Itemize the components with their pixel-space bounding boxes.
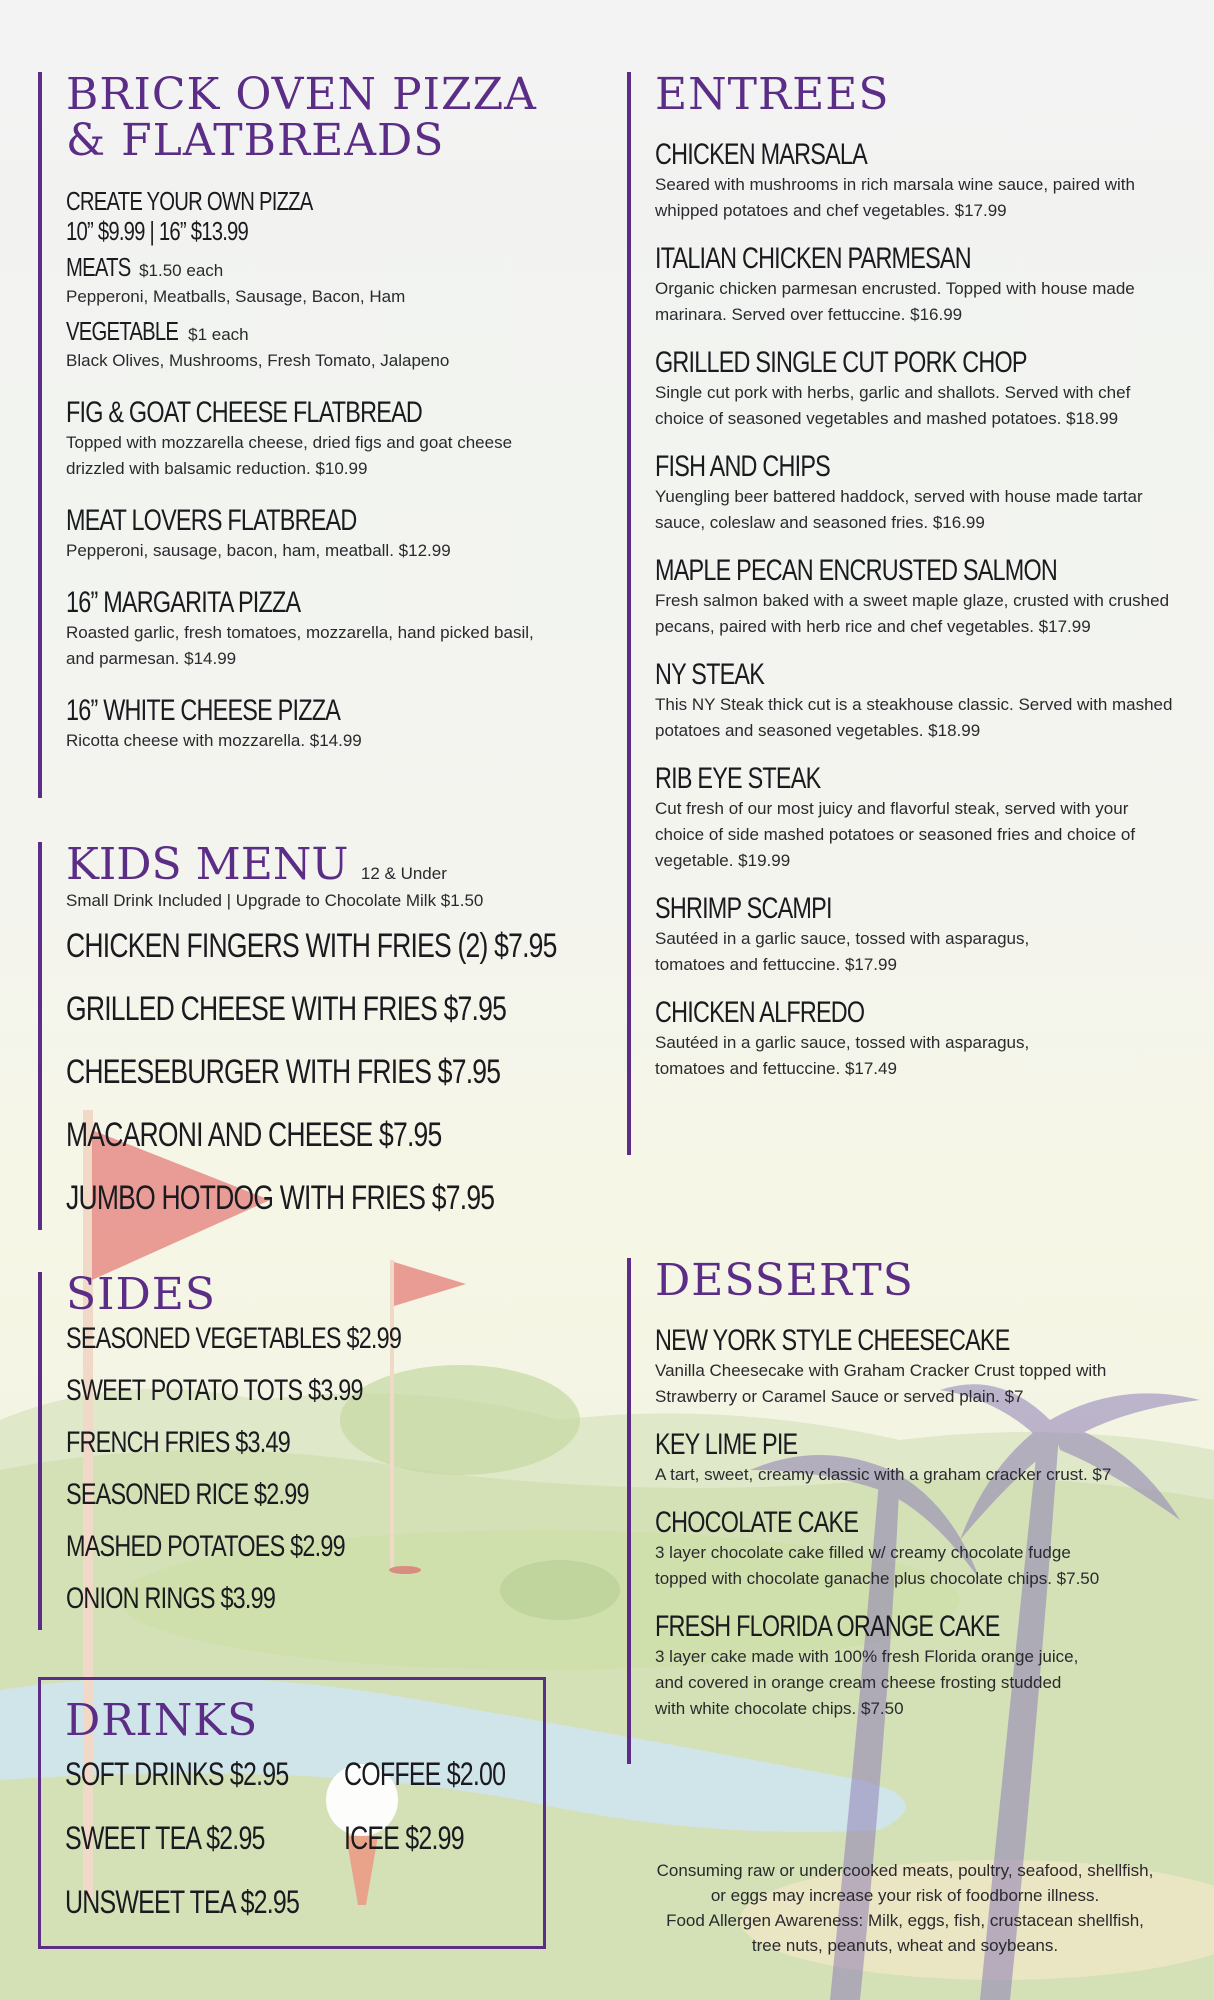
side-item: FRENCH FRIES $3.49 xyxy=(66,1426,290,1459)
drink-item: ICEE $2.99 xyxy=(344,1820,464,1856)
entree-name: CHICKEN ALFREDO xyxy=(655,996,865,1029)
entree-item xyxy=(655,138,1187,224)
pizza-item-desc: Topped with mozzarella cheese, dried figs and goat cheese drizzled with balsamic reduction. $10.99 xyxy=(66,433,513,478)
entree-desc: Single cut pork with herbs, garlic and shallots. Served with chef choice of seasoned vegetables and mashed potatoes. $18.99 xyxy=(655,383,1131,428)
pizza-item-name: FIG & GOAT CHEESE FLATBREAD xyxy=(66,396,423,429)
vegetable-list: Black Olives, Mushrooms, Fresh Tomato, Jalapeno xyxy=(66,351,450,370)
pizza-item-name: MEAT LOVERS FLATBREAD xyxy=(66,504,357,537)
entrees-section xyxy=(627,69,1187,1155)
entree-name: ITALIAN CHICKEN PARMESAN xyxy=(655,242,971,275)
drink-item: SWEET TEA $2.95 xyxy=(65,1820,265,1856)
drinks-title: DRINKS xyxy=(65,1695,259,1746)
pizza-item xyxy=(66,504,578,564)
kids-age-note: 12 & Under xyxy=(360,864,447,883)
food-safety-disclaimer xyxy=(635,1858,1175,1958)
entree-item xyxy=(655,658,1187,744)
drink-item: COFFEE $2.00 xyxy=(344,1756,506,1792)
dessert-desc: 3 layer chocolate cake filled w/ creamy chocolate fudge topped with chocolate ganache plus chocolate chips. $7.50 xyxy=(655,1543,1100,1588)
entree-name: SHRIMP SCAMPI xyxy=(655,892,832,925)
entree-desc: This NY Steak thick cut is a steakhouse classic. Served with mashed potatoes and seasoned vegetables. $18.99 xyxy=(655,695,1173,740)
sides-section xyxy=(38,1269,578,1630)
vegetable-price: $1 each xyxy=(188,325,249,344)
kids-item: CHEESEBURGER WITH FRIES $7.95 xyxy=(66,1053,501,1091)
pizza-item xyxy=(66,396,578,482)
side-item: SEASONED VEGETABLES $2.99 xyxy=(66,1322,402,1355)
dessert-name: KEY LIME PIE xyxy=(655,1428,798,1461)
disclaimer-line: Consuming raw or undercooked meats, poultry, seafood, shellfish, xyxy=(656,1861,1154,1880)
entree-desc: Fresh salmon baked with a sweet maple glaze, crusted with crushed pecans, paired with herb rice and chef vegetables. $17.99 xyxy=(655,591,1170,636)
side-item: SEASONED RICE $2.99 xyxy=(66,1478,309,1511)
dessert-item xyxy=(655,1324,1187,1410)
entree-name: GRILLED SINGLE CUT PORK CHOP xyxy=(655,346,1027,379)
entree-item xyxy=(655,450,1187,536)
pizza-item-desc: Pepperoni, sausage, bacon, ham, meatball. $12.99 xyxy=(66,541,451,560)
meats-price: $1.50 each xyxy=(139,261,224,280)
pizza-item-name: 16” MARGARITA PIZZA xyxy=(66,586,301,619)
vegetable-label: VEGETABLE xyxy=(66,316,179,346)
entree-item xyxy=(655,996,1187,1082)
kids-drink-note: Small Drink Included | Upgrade to Chocolate Milk $1.50 xyxy=(66,891,484,910)
entree-item xyxy=(655,346,1187,432)
side-item: MASHED POTATOES $2.99 xyxy=(66,1530,345,1563)
entree-desc: Sautéed in a garlic sauce, tossed with asparagus, tomatoes and fettuccine. $17.49 xyxy=(655,1033,1030,1078)
entree-item xyxy=(655,892,1187,978)
entree-name: CHICKEN MARSALA xyxy=(655,138,867,171)
pizza-title xyxy=(66,69,578,166)
pizza-section xyxy=(38,69,578,798)
dessert-desc: A tart, sweet, creamy classic with a graham cracker crust. $7 xyxy=(655,1465,1112,1484)
dessert-name: CHOCOLATE CAKE xyxy=(655,1506,859,1539)
entrees-title: ENTREES xyxy=(655,69,890,120)
drink-item: UNSWEET TEA $2.95 xyxy=(65,1884,300,1920)
entree-name: MAPLE PECAN ENCRUSTED SALMON xyxy=(655,554,1058,587)
entree-item xyxy=(655,762,1187,874)
allergen-line: tree nuts, peanuts, wheat and soybeans. xyxy=(751,1936,1059,1955)
entree-name: FISH AND CHIPS xyxy=(655,450,831,483)
entree-item xyxy=(655,554,1187,640)
pizza-item xyxy=(66,694,578,754)
kids-item: CHICKEN FINGERS WITH FRIES (2) $7.95 xyxy=(66,927,557,965)
side-item: SWEET POTATO TOTS $3.99 xyxy=(66,1374,363,1407)
dessert-desc: Vanilla Cheesecake with Graham Cracker Crust topped with Strawberry or Caramel Sauce or served plain. $7 xyxy=(655,1361,1107,1406)
side-item: ONION RINGS $3.99 xyxy=(66,1582,276,1615)
entree-name: NY STEAK xyxy=(655,658,765,691)
dessert-name: NEW YORK STYLE CHEESECAKE xyxy=(655,1324,1010,1357)
dessert-item xyxy=(655,1428,1187,1488)
pizza-title-line1: BRICK OVEN PIZZA xyxy=(66,69,537,120)
dessert-name: FRESH FLORIDA ORANGE CAKE xyxy=(655,1610,1000,1643)
pizza-item-name: 16” WHITE CHEESE PIZZA xyxy=(66,694,341,727)
sides-title: SIDES xyxy=(66,1269,217,1320)
desserts-section xyxy=(627,1255,1187,1764)
pizza-item xyxy=(66,586,578,672)
create-pizza-price: 10” $9.99 | 16” $13.99 xyxy=(66,216,249,246)
entree-name: RIB EYE STEAK xyxy=(655,762,821,795)
meats-list: Pepperoni, Meatballs, Sausage, Bacon, Ham xyxy=(66,287,406,306)
desserts-title: DESSERTS xyxy=(655,1255,914,1306)
entree-desc: Cut fresh of our most juicy and flavorful steak, served with your choice of side mashed potatoes or seasoned fries and choice of vegetable. $19.99 xyxy=(655,799,1136,870)
disclaimer-line: or eggs may increase your risk of foodborne illness. xyxy=(710,1886,1100,1905)
entree-desc: Organic chicken parmesan encrusted. Topped with house made marinara. Served over fettuccine. $16.99 xyxy=(655,279,1135,324)
allergen-line: Food Allergen Awareness: Milk, eggs, fish, crustacean shellfish, xyxy=(666,1911,1144,1930)
entree-desc: Yuengling beer battered haddock, served with house made tartar sauce, coleslaw and seasoned fries. $16.99 xyxy=(655,487,1143,532)
kids-item: JUMBO HOTDOG WITH FRIES $7.95 xyxy=(66,1179,495,1217)
drink-item: SOFT DRINKS $2.95 xyxy=(65,1756,289,1792)
kids-menu-section xyxy=(38,839,578,1230)
dessert-item xyxy=(655,1506,1187,1592)
kids-menu-title: KIDS MENU xyxy=(66,839,349,890)
create-pizza-title: CREATE YOUR OWN PIZZA xyxy=(66,186,313,216)
entree-item xyxy=(655,242,1187,328)
pizza-title-line2: & FLATBREADS xyxy=(66,115,445,166)
dessert-item xyxy=(655,1610,1187,1722)
kids-item: GRILLED CHEESE WITH FRIES $7.95 xyxy=(66,990,507,1028)
pizza-item-desc: Roasted garlic, fresh tomatoes, mozzarella, hand picked basil, and parmesan. $14.99 xyxy=(66,623,534,668)
drinks-section xyxy=(38,1677,546,1949)
entree-desc: Sautéed in a garlic sauce, tossed with asparagus, tomatoes and fettuccine. $17.99 xyxy=(655,929,1030,974)
dessert-desc: 3 layer cake made with 100% fresh Florida orange juice, and covered in orange cream cheese frosting studded with white chocolate chips. $7.50 xyxy=(655,1647,1079,1718)
meats-label: MEATS xyxy=(66,252,131,282)
pizza-item-desc: Ricotta cheese with mozzarella. $14.99 xyxy=(66,731,362,750)
entree-desc: Seared with mushrooms in rich marsala wine sauce, paired with whipped potatoes and chef vegetables. $17.99 xyxy=(655,175,1135,220)
kids-item: MACARONI AND CHEESE $7.95 xyxy=(66,1116,442,1154)
